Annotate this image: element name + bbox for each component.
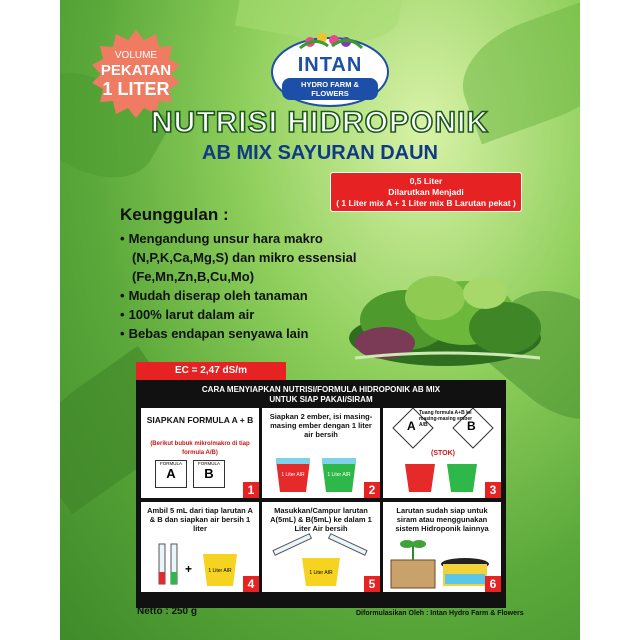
formula-b-tag: FORMULA xyxy=(197,461,220,466)
instruction-title-line1: CARA MENYIAPKAN NUTRISI/FORMULA HIDROPONIK AB MIX xyxy=(201,385,441,394)
step-4-text: Ambil 5 mL dari tiap larutan A & B dan siapkan air bersih 1 liter xyxy=(147,506,253,533)
product-title: NUTRISI HIDROPONIK xyxy=(150,106,489,139)
dilution-note-line3: ( 1 Liter mix A + 1 Liter mix B Larutan pekat ) xyxy=(336,198,516,208)
step-5-text: Masukkan/Campur larutan A(5mL) & B(5mL) ke dalam 1 Liter Air bersih xyxy=(270,506,372,533)
step-3-text: Tuang formula A+B ke masing-masing ember A/B xyxy=(419,410,473,428)
advantage-item: • Bebas endapan senyawa lain xyxy=(120,324,390,343)
brand-logo xyxy=(270,28,390,108)
step-3-label-a: A xyxy=(407,419,416,433)
step-1-text: SIAPKAN FORMULA A + B xyxy=(146,415,254,425)
formula-b-box xyxy=(193,460,225,488)
step-4 xyxy=(141,502,259,592)
buckets-icon xyxy=(262,408,380,498)
step-1-note: (Berikut bubuk mikro/makro di tiap formula A/B) xyxy=(150,441,250,456)
step-3-number: 3 xyxy=(485,482,501,498)
advantage-item: • Mengandung unsur hara makro (N,P,K,Ca,Mg,S) dan mikro essensial (Fe,Mn,Zn,B,Cu,Mo) xyxy=(120,229,390,286)
step-4-number: 4 xyxy=(243,576,259,592)
instruction-panel xyxy=(136,380,506,608)
formulator-credit: Diformulasikan Oleh : Intan Hydro Farm & Flowers xyxy=(356,610,524,617)
step-5-bucket-label: 1 Liter AIR xyxy=(309,570,333,576)
step-4-bucket-label: 1 Liter AIR xyxy=(208,568,232,574)
badge-line3: 1 LITER xyxy=(102,79,170,99)
step-2-number: 2 xyxy=(364,482,380,498)
plus-sign: + xyxy=(185,562,193,576)
step-3-label-b: B xyxy=(467,419,476,433)
advantages-heading: Keunggulan : xyxy=(120,205,229,224)
advantage-item: • Mudah diserap oleh tanaman xyxy=(120,286,390,305)
step-1-number: 1 xyxy=(243,482,259,498)
instruction-title-line2: UNTUK SIAP PAKAI/SIRAM xyxy=(269,395,373,404)
step-6 xyxy=(383,502,501,592)
bucket-b-label: 1 Liter AIR xyxy=(327,472,351,478)
instruction-title xyxy=(136,385,506,405)
advantage-item: • 100% larut dalam air xyxy=(120,305,390,324)
product-poster xyxy=(60,0,580,640)
lettuce-image xyxy=(345,258,545,370)
step-3 xyxy=(383,408,501,498)
bucket-a-label: 1 Liter AIR xyxy=(281,472,305,478)
formula-b-label: B xyxy=(204,466,214,481)
formula-a-tag: FORMULA xyxy=(159,461,182,466)
logo-tagline: HYDRO FARM & FLOWERS xyxy=(282,78,378,100)
dilution-note-line1: 0,5 Liter xyxy=(409,176,443,186)
hydroponic-plant-icon xyxy=(383,502,501,592)
step-2-text: Siapkan 2 ember, isi masing-masing ember dengan 1 liter air bersih xyxy=(269,412,373,439)
dilution-note-line2: Dilarutkan Menjadi xyxy=(388,187,464,197)
product-subtitle: AB MIX SAYURAN DAUN xyxy=(202,142,438,164)
step-1 xyxy=(141,408,259,498)
badge-line2: PEKATAN xyxy=(100,62,172,79)
step-5-number: 5 xyxy=(364,576,380,592)
step-2 xyxy=(262,408,380,498)
formula-a-box xyxy=(155,460,187,488)
formula-a-label: A xyxy=(166,466,176,481)
logo-brand-name: INTAN xyxy=(297,54,363,76)
ec-value-badge: EC = 2,47 dS/m xyxy=(136,362,286,380)
net-weight: Netto : 250 g xyxy=(137,606,198,617)
badge-line1: VOLUME xyxy=(114,50,158,61)
step-5 xyxy=(262,502,380,592)
mixing-icon xyxy=(262,502,380,592)
stok-label: (STOK) xyxy=(431,450,455,457)
step-6-text: Larutan sudah siap untuk siram atau menggunakan sistem Hidroponik lainnya xyxy=(395,506,489,533)
step-6-number: 6 xyxy=(485,576,501,592)
measuring-cylinders-icon xyxy=(141,502,259,592)
